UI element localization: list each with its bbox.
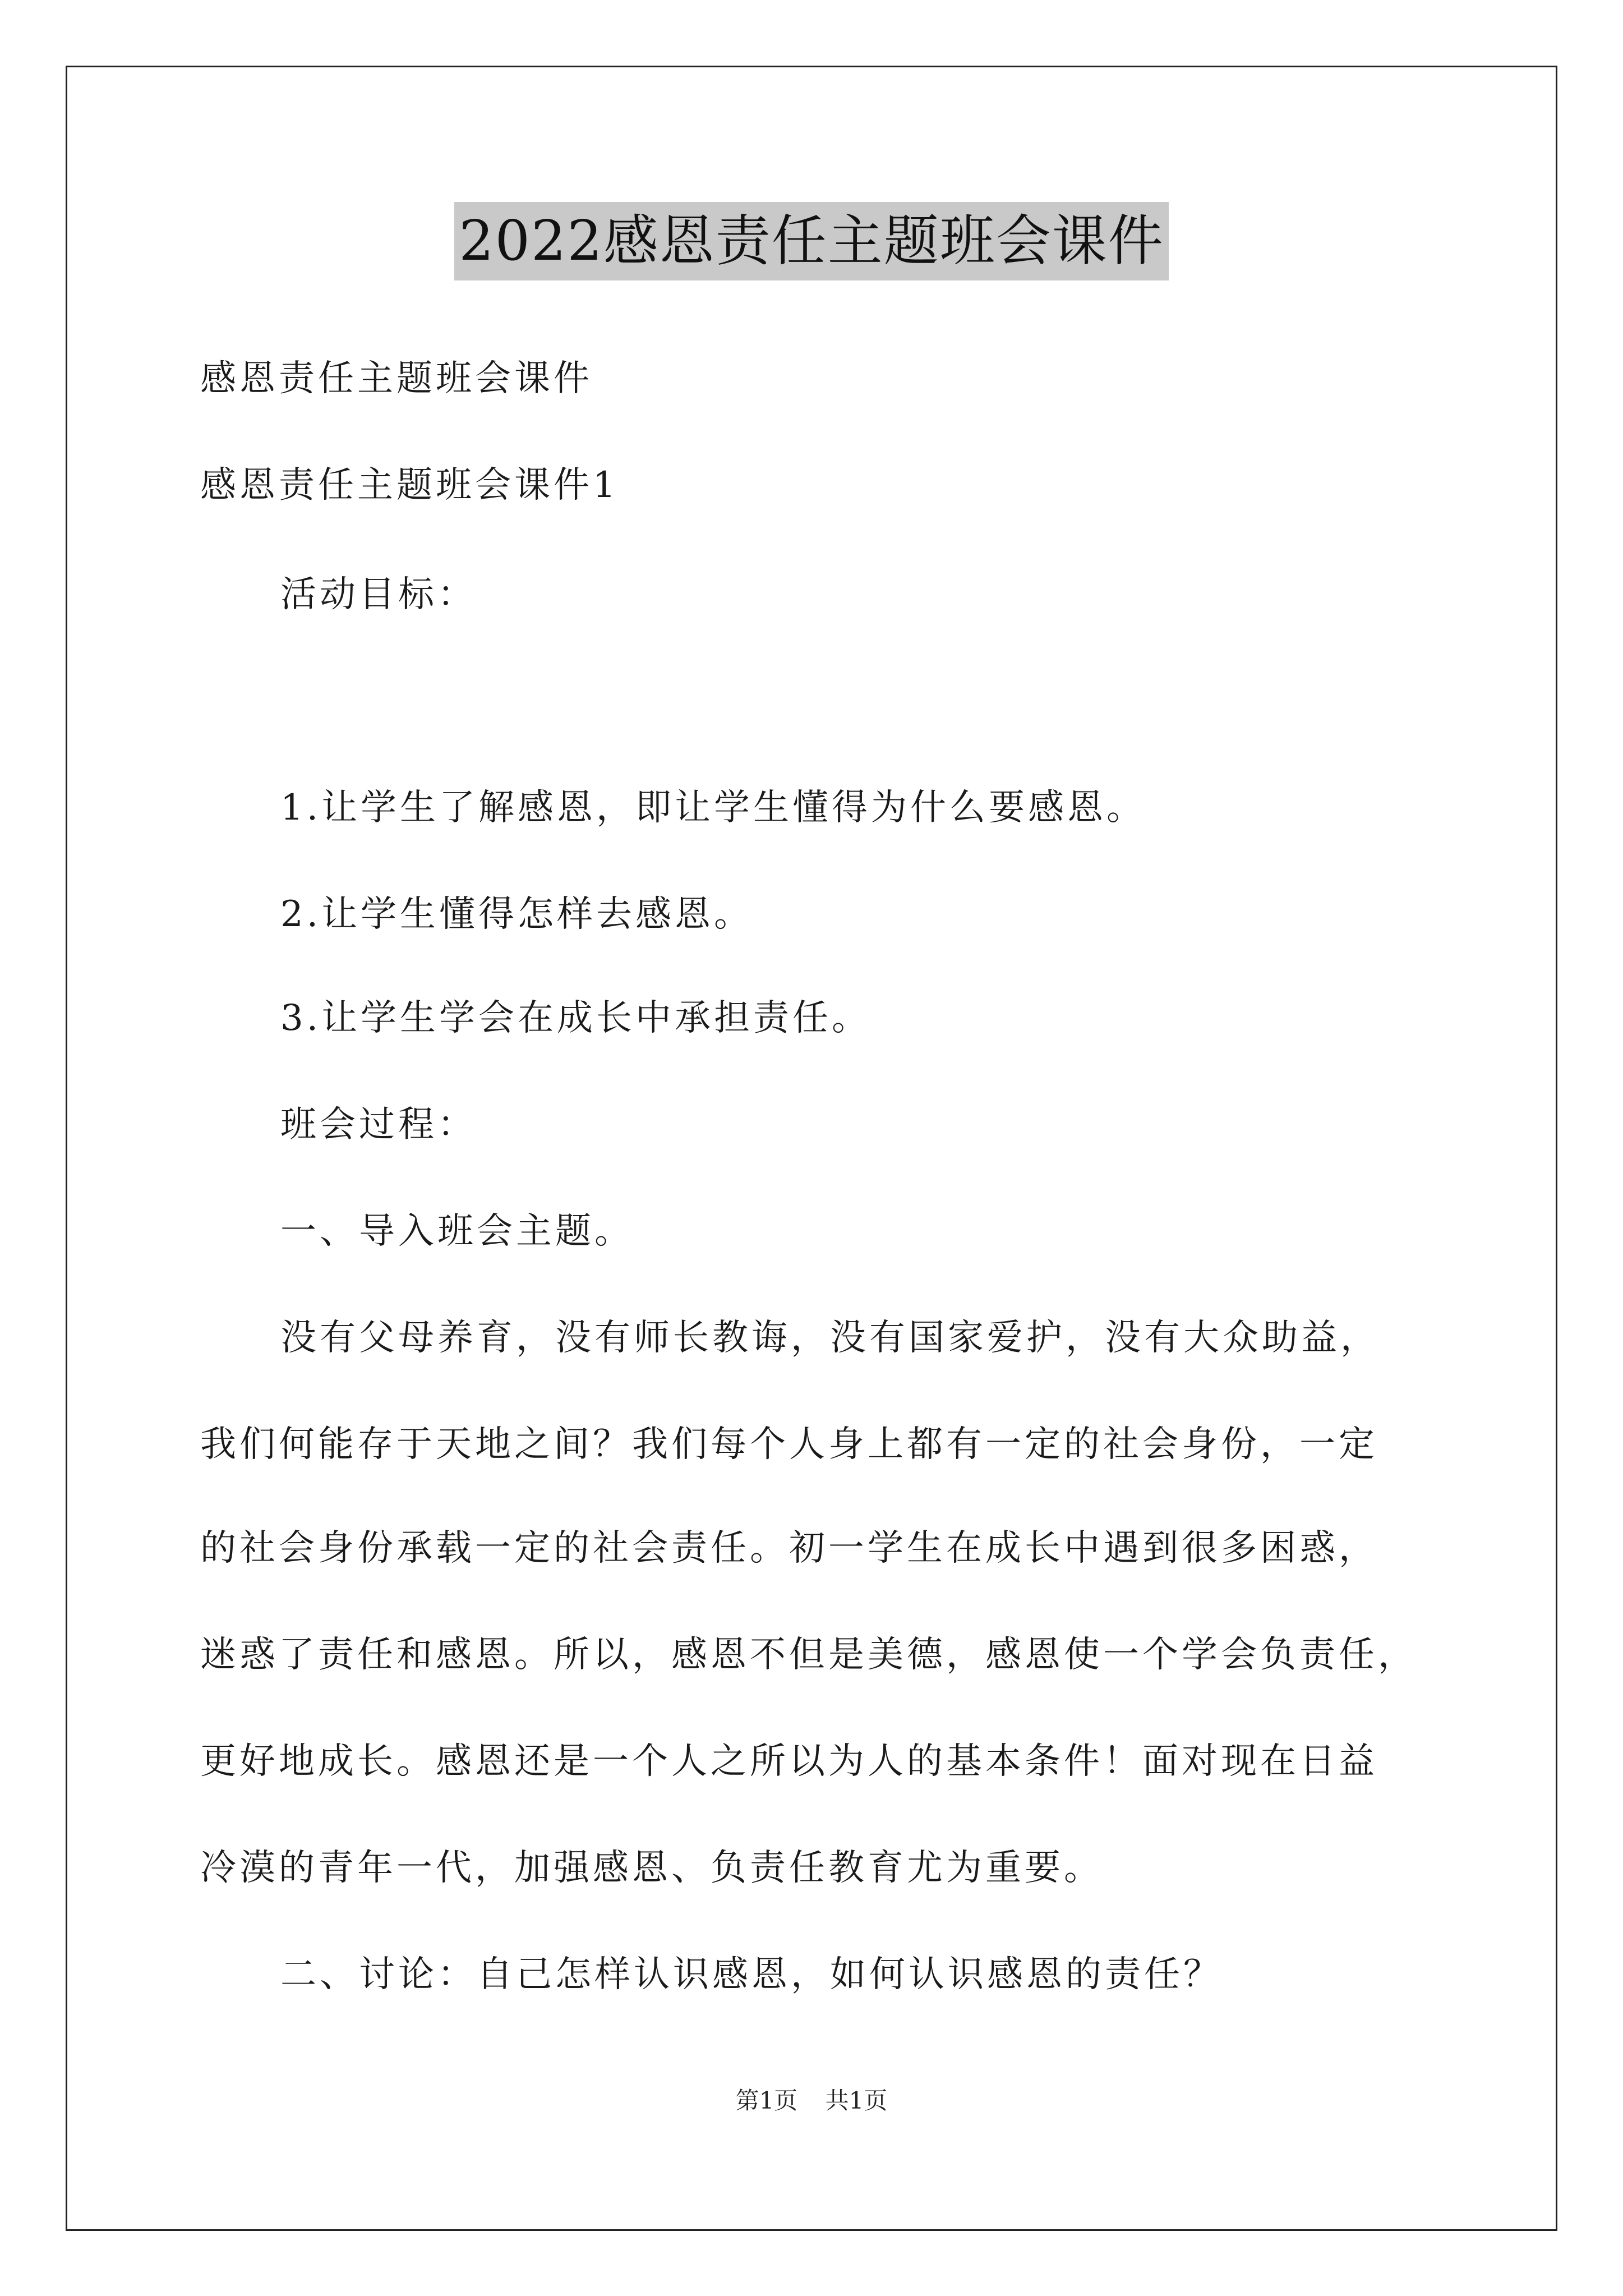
list-item: 1.让学生了解感恩，即让学生懂得为什么要感恩。 xyxy=(280,787,1146,829)
paragraph-line: 班会过程： xyxy=(280,1104,477,1145)
paragraph-line: 冷漠的青年一代，加强感恩、负责任教育尤为重要。 xyxy=(200,1847,1103,1889)
document-title: 2022感恩责任主题班会课件 xyxy=(454,202,1168,280)
list-item: 3.让学生学会在成长中承担责任。 xyxy=(280,997,872,1039)
page-number: 第1页 xyxy=(735,2087,798,2114)
page-total: 共1页 xyxy=(825,2087,888,2114)
subtitle-line: 感恩责任主题班会课件 xyxy=(200,358,593,399)
paragraph-line: 的社会身份承载一定的社会责任。初一学生在成长中遇到很多困惑， xyxy=(200,1527,1378,1569)
paragraph-line: 更好地成长。感恩还是一个人之所以为人的基本条件！面对现在日益 xyxy=(200,1741,1378,1782)
paragraph-line: 迷惑了责任和感恩。所以，感恩不但是美德，感恩使一个学会负责任， xyxy=(200,1634,1417,1676)
page-footer xyxy=(0,2084,1623,2118)
title-container xyxy=(0,202,1623,280)
paragraph-line: 一、导入班会主题。 xyxy=(280,1211,634,1252)
paragraph-line: 二、讨论：自己怎样认识感恩，如何认识感恩的责任？ xyxy=(280,1954,1223,1995)
section-heading: 感恩责任主题班会课件1 xyxy=(200,464,619,506)
list-item: 2.让学生懂得怎样去感恩。 xyxy=(280,894,754,935)
paragraph-line: 我们何能存于天地之间？我们每个人身上都有一定的社会身份，一定 xyxy=(200,1424,1378,1465)
paragraph-line: 没有父母养育，没有师长教诲，没有国家爱护，没有大众助益， xyxy=(280,1317,1380,1359)
paragraph-line: 活动目标： xyxy=(280,574,477,615)
